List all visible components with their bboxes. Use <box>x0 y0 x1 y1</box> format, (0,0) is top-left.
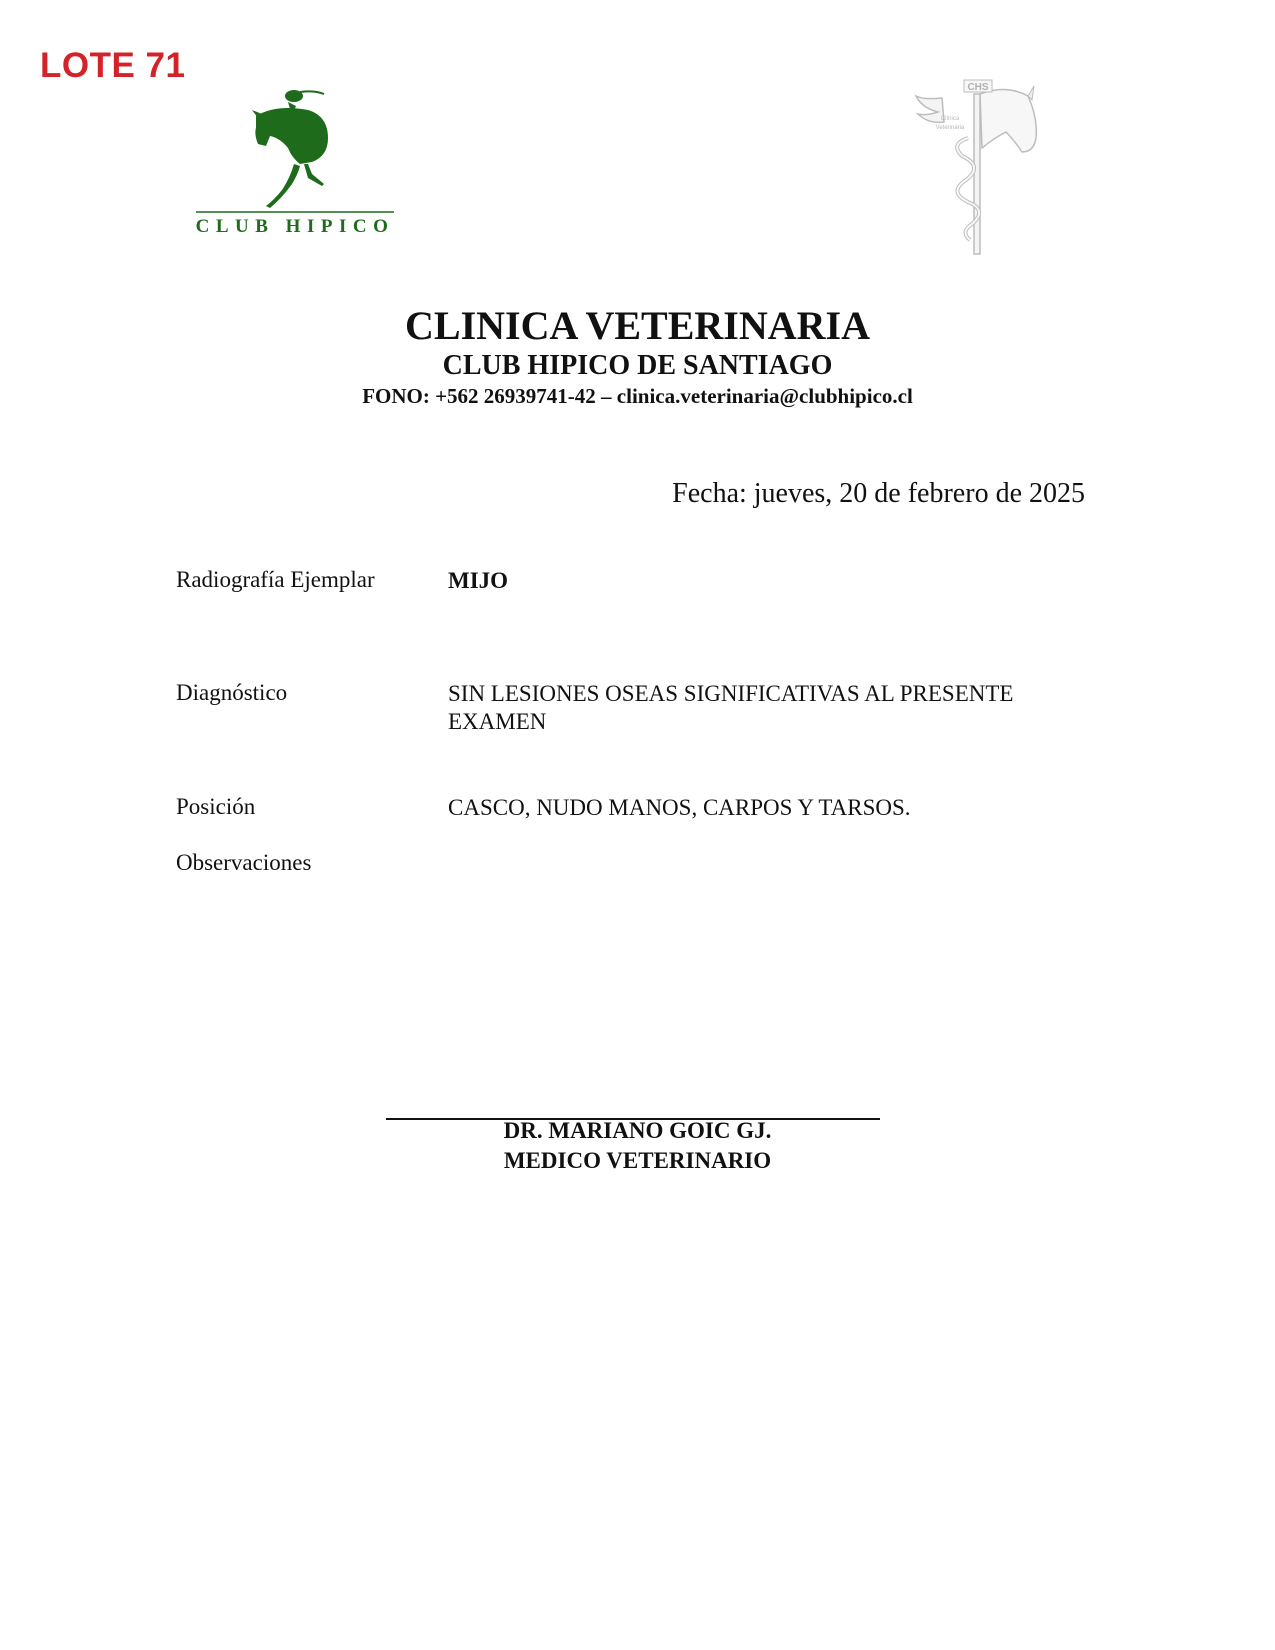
field-label-diagnosis: Diagnóstico <box>176 680 288 705</box>
clinic-title: CLINICA VETERINARIA <box>405 303 870 348</box>
signature-name: DR. MARIANO GOIC GJ. <box>503 1118 772 1143</box>
club-hipico-logo-text: CLUB HIPICO <box>196 216 395 237</box>
clinic-subtitle: CLUB HIPICO DE SANTIAGO <box>442 350 833 381</box>
signature-role: MEDICO VETERINARIO <box>503 1148 772 1173</box>
club-hipico-logo <box>196 86 416 246</box>
chs-logo-small-text-1: Clínica <box>940 116 960 122</box>
field-value-position: CASCO, NUDO MANOS, CARPOS Y TARSOS. <box>448 795 911 820</box>
clinic-contact: FONO: +562 26939741-42 – clinica.veterinaria@clubhipico.cl <box>362 384 913 408</box>
field-value-specimen: MIJO <box>448 568 509 593</box>
field-label-position: Posición <box>176 794 256 819</box>
field-label-observations: Observaciones <box>176 850 312 875</box>
caduceus-horse-icon <box>910 78 1050 258</box>
horse-rider-icon <box>196 86 416 246</box>
lot-label: LOTE 71 <box>40 46 186 85</box>
field-label-specimen: Radiografía Ejemplar <box>176 567 375 592</box>
field-value-diagnosis: SIN LESIONES OSEAS SIGNIFICATIVAS AL PRESENTE EXAMEN <box>448 681 1014 734</box>
report-date: Fecha: jueves, 20 de febrero de 2025 <box>672 478 1085 509</box>
chs-logo-small-text-2: Veterinaria <box>935 125 965 131</box>
chs-clinic-logo <box>910 78 1050 258</box>
chs-logo-text: CHS <box>967 82 989 93</box>
